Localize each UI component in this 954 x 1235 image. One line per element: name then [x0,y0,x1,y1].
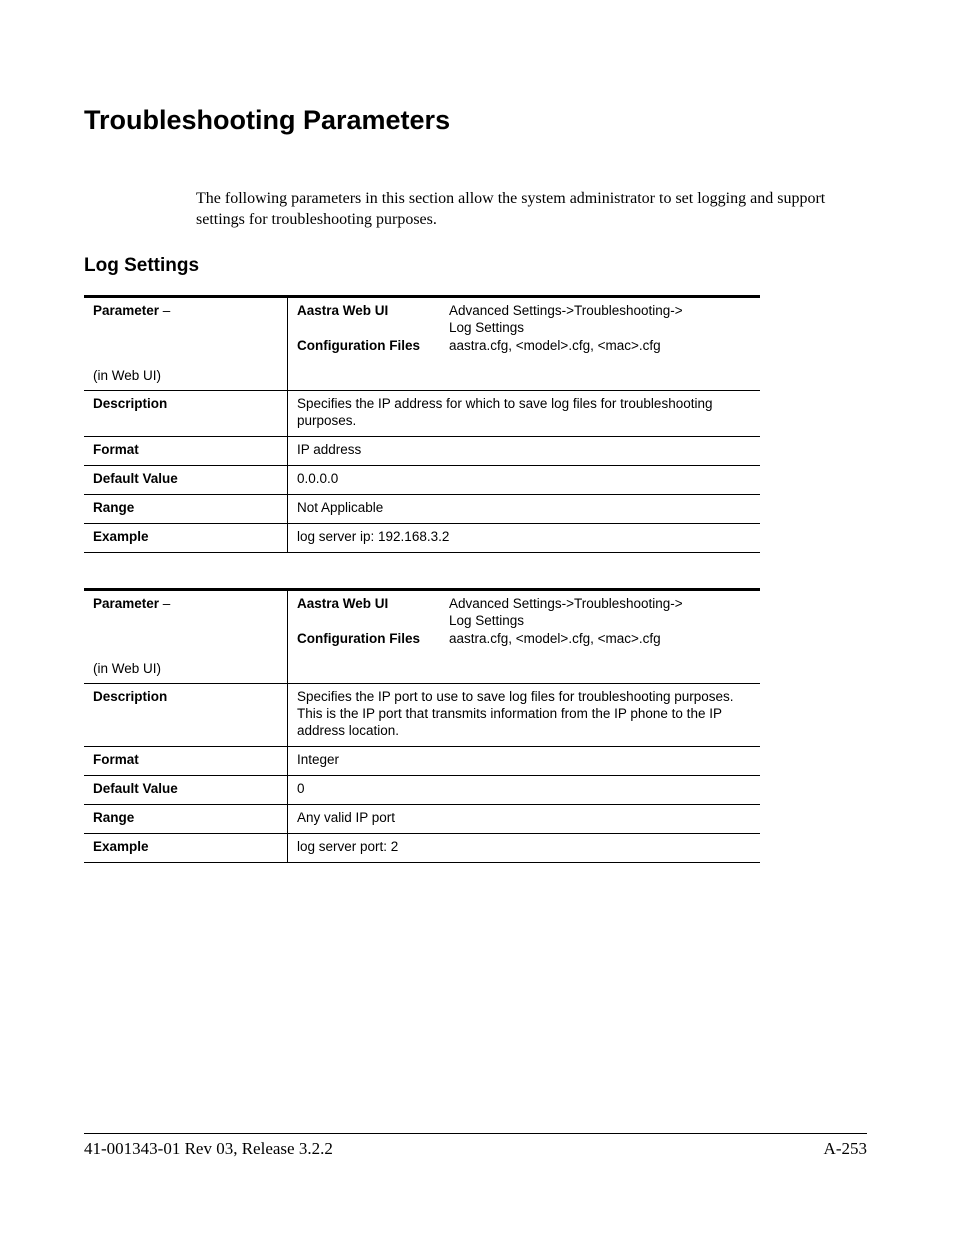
row-label: Format [84,747,288,776]
page-title: Troubleshooting Parameters [84,105,451,135]
row-label: Description [84,684,288,747]
parameter-label: Parameter [93,303,160,318]
row-label: Example [84,524,288,553]
row-value: 0 [288,776,761,805]
aastra-web-ui-path [449,302,752,336]
config-files-label: Configuration Files [297,338,420,353]
parameter-cell [84,297,288,391]
footer-page-number: A-253 [823,1139,867,1158]
row-value: Not Applicable [288,495,761,524]
row-value: 0.0.0.0 [288,466,761,495]
row-value: Integer [288,747,761,776]
web-ui-note: (in Web UI) [93,661,162,676]
aastra-web-ui-path [449,595,752,629]
row-value: log server port: 2 [288,834,761,863]
location-cell [288,297,761,391]
table-row [84,684,760,747]
aastra-web-ui-path-line1: Advanced Settings->Troubleshooting-> [449,596,683,611]
row-value: log server ip: 192.168.3.2 [288,524,761,553]
row-label: Range [84,495,288,524]
parameter-label: Parameter [93,596,160,611]
row-value: Specifies the IP port to use to save log files for troubleshooting purposes. This is the IP port that transmits information from the IP phone to the IP address location. [288,684,761,747]
section-title-log-settings: Log Settings [84,255,200,276]
parameter-cell [84,590,288,684]
table-row [84,834,760,863]
aastra-web-ui-path-line2: Log Settings [449,320,525,335]
table-row [84,747,760,776]
table-row [84,805,760,834]
table-row [84,391,760,437]
table-header-row [84,297,760,391]
row-label: Default Value [84,466,288,495]
row-value: IP address [288,437,761,466]
parameter-table-log-server-port [84,588,760,863]
table-row [84,495,760,524]
web-ui-note: (in Web UI) [93,368,162,383]
row-value: Specifies the IP address for which to save log files for troubleshooting purposes. [288,391,761,437]
table-row [84,524,760,553]
config-files-value: aastra.cfg, <model>.cfg, <mac>.cfg [449,338,661,353]
location-cell [288,590,761,684]
table-row [84,776,760,805]
table-row [84,437,760,466]
config-files-label: Configuration Files [297,631,420,646]
row-value: Any valid IP port [288,805,761,834]
aastra-web-ui-path-line1: Advanced Settings->Troubleshooting-> [449,303,683,318]
config-files-value: aastra.cfg, <model>.cfg, <mac>.cfg [449,631,661,646]
footer-divider [84,1133,867,1134]
row-label: Format [84,437,288,466]
aastra-web-ui-path-line2: Log Settings [449,613,525,628]
intro-paragraph: The following parameters in this section allow the system administrator to set logging and support settings for troubleshooting purposes. [196,190,826,228]
table-header-row [84,590,760,684]
parameter-dash: – [159,596,171,611]
footer-doc-id: 41-001343-01 Rev 03, Release 3.2.2 [84,1139,333,1158]
row-label: Example [84,834,288,863]
aastra-web-ui-label: Aastra Web UI [297,596,389,611]
table-row [84,466,760,495]
parameter-table-log-server-ip [84,295,760,553]
aastra-web-ui-label: Aastra Web UI [297,303,389,318]
parameter-dash: – [159,303,171,318]
row-label: Description [84,391,288,437]
row-label: Range [84,805,288,834]
row-label: Default Value [84,776,288,805]
